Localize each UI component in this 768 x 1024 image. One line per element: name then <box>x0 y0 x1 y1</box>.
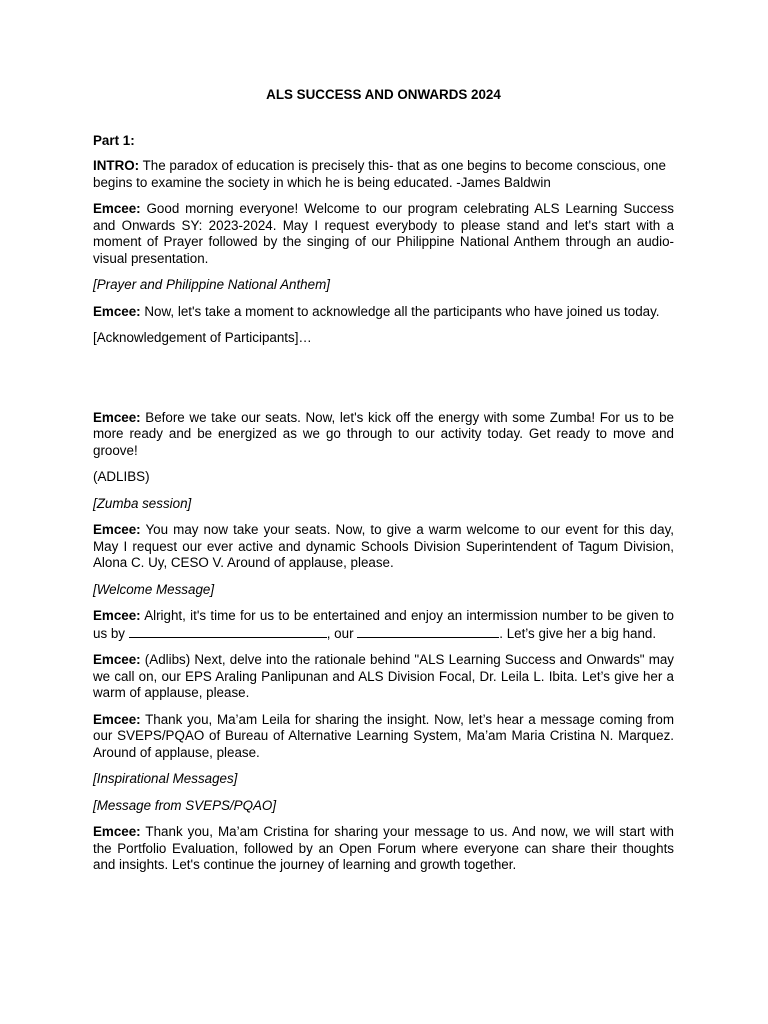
emcee-paragraph-2 <box>93 304 674 321</box>
stage-cue-inspirational: [Inspirational Messages] <box>93 771 238 786</box>
stage-cue-welcome: [Welcome Message] <box>93 581 215 597</box>
document-title: ALS SUCCESS AND ONWARDS 2024 <box>266 87 501 102</box>
emcee-paragraph-1 <box>93 201 674 267</box>
paragraph-text: (Adlibs) Next, delve into the rationale behind "ALS Learning Success and Onwards" may we call on, our EPS Araling Panlipunan and ALS Division Focal, Dr. Leila L. Ibita. Let’s give her a warm of applause, please. <box>93 652 674 700</box>
emcee-label: Emcee: <box>93 824 141 839</box>
emcee-paragraph-3 <box>93 410 674 460</box>
adlibs-note: (ADLIBS) <box>93 469 150 484</box>
stage-cue-prayer: [Prayer and Philippine National Anthem] <box>93 277 330 292</box>
emcee-paragraph-6 <box>93 652 674 702</box>
emcee-paragraph-5 <box>93 608 674 642</box>
fill-in-blank-title <box>357 625 499 638</box>
document-body <box>93 87 674 884</box>
stage-cue-acknowledgement: [Acknowledgement of Participants]… <box>93 330 312 345</box>
emcee-paragraph-4 <box>93 522 674 572</box>
emcee-label: Emcee: <box>93 652 141 667</box>
stage-cue-sveps: [Message from SVEPS/PQAO] <box>93 797 277 813</box>
paragraph-text: You may now take your seats. Now, to give a warm welcome to our event for this day, May I request our ever active and dynamic Schools Division Superintendent of Tagum Division, Alona C. Uy, CESO V. Around of applause, please. <box>93 522 674 570</box>
intro-label: INTRO: <box>93 158 140 173</box>
emcee-label: Emcee: <box>93 303 141 319</box>
emcee-label: Emcee: <box>93 201 141 216</box>
fill-in-blank-performer <box>129 625 327 638</box>
intro-paragraph <box>93 158 674 191</box>
stage-cue-zumba: [Zumba session] <box>93 495 192 511</box>
paragraph-text: Now, let's take a moment to acknowledge all the participants who have joined us today. <box>140 303 660 319</box>
emcee-paragraph-8 <box>93 824 674 874</box>
blank-space <box>93 357 674 410</box>
paragraph-text: Alright, it's time for us to be entertained and enjoy an intermission number to be given to us by <box>93 608 674 641</box>
paragraph-text: Good morning everyone! Welcome to our program celebrating ALS Learning Success and Onwards SY: 2023-2024. May I request everybody to please stand and let's start with a moment of Prayer followed by the singing of our Philippine National Anthem through an audio-visual presentation. <box>93 201 674 266</box>
paragraph-text: Before we take our seats. Now, let's kick off the energy with some Zumba! For us to be more ready and be energized as we go through to our activity today. Get ready to move and groove! <box>93 409 674 458</box>
paragraph-text: Thank you, Ma’am Cristina for sharing your message to us. And now, we will start with the Portfolio Evaluation, followed by an Open Forum where everyone can share their thoughts and insights. Let's continue the journey of learning and growth together. <box>93 824 674 872</box>
paragraph-text: Thank you, Ma’am Leila for sharing the insight. Now, let’s hear a message coming from our SVEPS/PQAO of Bureau of Alternative Learning System, Ma’am Maria Cristina N. Marquez. Around of applause, please. <box>93 711 674 760</box>
emcee-label: Emcee: <box>93 409 141 425</box>
intro-text: The paradox of education is precisely this- that as one begins to become conscious, one begins to examine the society in which he is being educated. -James Baldwin <box>93 158 666 190</box>
emcee-label: Emcee: <box>93 608 141 623</box>
paragraph-text: . Let’s give her a big hand. <box>499 625 657 641</box>
emcee-label: Emcee: <box>93 711 141 727</box>
part-heading: Part 1: <box>93 132 135 148</box>
emcee-paragraph-7 <box>93 712 674 762</box>
paragraph-text: , our <box>326 625 358 641</box>
emcee-label: Emcee: <box>93 522 141 537</box>
